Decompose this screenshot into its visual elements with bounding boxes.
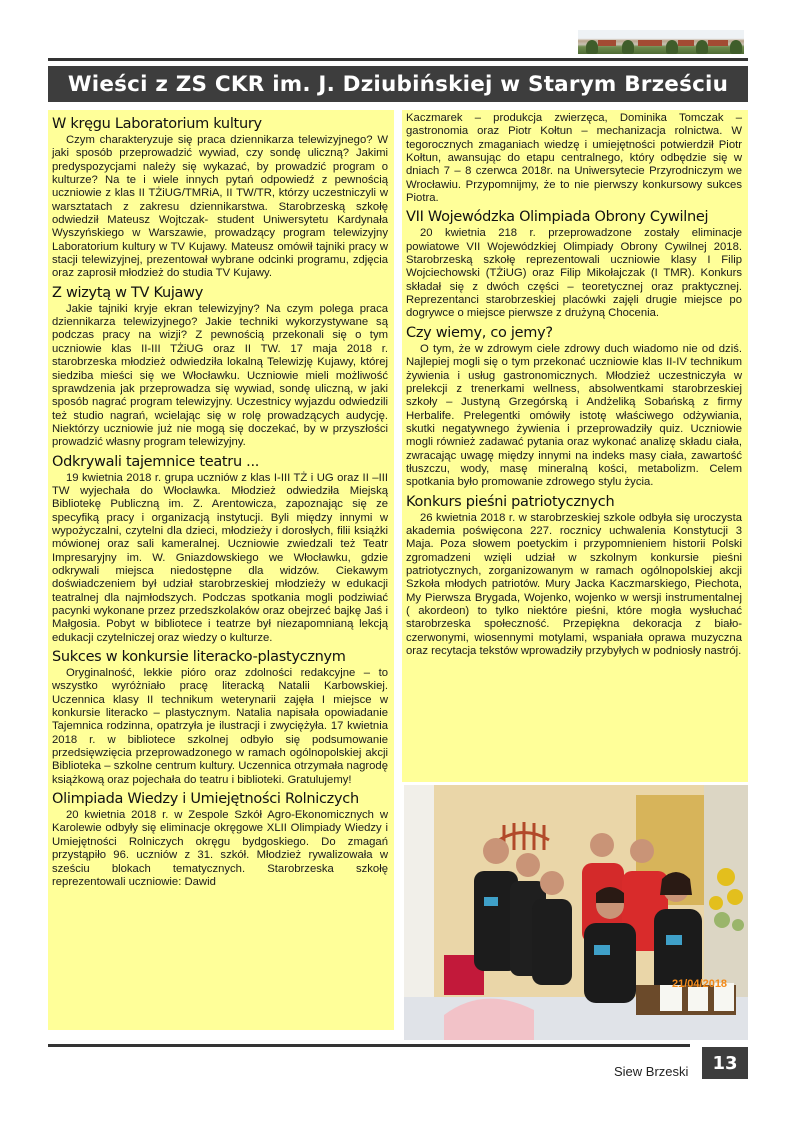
article-paragraph: Oryginalność, lekkie pióro oraz zdolności redakcyjne – to wszystko wyróżniało pracę literacką Natalii Karbowskiej. Uczennica klasy II technikum weterynarii zajęła I miejsce w konkursie literacko – plastycznym. Natalia napisała opowiadanie Tajemnica rodzinna, opatrzyła je ilustracji i zwyciężyła. 17 kwietnia 2018 r. w bibliotece szkolnej odbyło się podsumowanie przedsięwzięcia przeprowadzonego w ramach ogólnopolskiej akcji Biblioteka – szkolne centrum kultury. Uczennica otrzymała nagrodę książkową oraz pojechała do teatru i biblioteki. Gratulujemy! [52,667,388,786]
article-paragraph: O tym, że w zdrowym ciele zdrowy duch wiadomo nie od dziś. Najlepiej mogli się o tym przekonać uczniowie klas II-IV technikum żywienia i usług gastronomicznych. Młodzież uczestniczyła w prelekcji z trenerkami wellness, absolwentkami starobrzeskiej szkoły – Justyną Grzegórską i Andżeliką Sobańską z firmy Herbalife. Prelegentki omówiły istotę właściwego odżywiania, skutki negatywnego żywienia i przeprowadziły quiz. Uczniowie mogli również zadawać pytania oraz wykonać analizę składu ciała, zwracając uwagę między innymi na indeks masy ciała, zawartość tłuszczu, wody, masę mineralną kości, metabolizm. Celem spotkania było promowanie zdrowego stylu życia. [406,342,742,489]
article-paragraph: 19 kwietnia 2018 r. grupa uczniów z klas I-III TŻ i UG oraz II –III TW wyjechała do Włocławka. Młodzież odwiedziła Miejską Bibliotekę Publiczną im. Z. Arentowicza, zapoznając się ze specyfiką pracy i organizacją instytucji. Byli między innymi w wypożyczalni, czytelni dla dzieci, młodzieży i dorosłych, filii książki mówionej oraz sali kameralnej. Uczniowie zwiedzali też Teatr Impresaryjny im. W. Gniazdowskiego we Włocławku, gdzie odkrywali miejsca niedostępne dla widzów. Ciekawym doświadczeniem był udział starobrzeskiej młodzieży w edukacji teatralnej dla najmłodszych. Podczas spotkania mogli podziwiać pacynki wykonane przez przedszkolaków oraz obejrzeć bajkę Jaś i Małgosia. Pobyt w bibliotece i teatrze był niezapomnianą lekcją edukacji czytelniczej oraz wiedzy o kulturze. [52,471,388,644]
page-number-box [702,1047,748,1079]
article-continuation: Kaczmarek – produkcja zwierzęca, Dominika Tomczak – gastronomia oraz Piotr Kołtun – mechanizacja rolnictwa. W tegorocznych zmaganiach wiedzę i umiejętności potwierdził Piotr Kołtun, awansując do etapu centralnego, który odbędzie się w dniach 7 – 8 czerwca 2018r. na Uniwersytecie Przyrodniczym we Wrocławiu. Przypomnijmy, że to nie pierwszy konkursowy sukces Piotra. [406,112,742,205]
article-heading: Sukces w konkursie literacko-plastycznym [52,649,346,666]
left-column [48,110,394,1030]
article-heading: VII Wojewódzka Olimpiada Obrony Cywilnej [406,209,709,226]
header-village-photo [578,30,744,54]
photo-date-stamp: 21/04/2018 [672,978,728,990]
article-heading: W kręgu Laboratorium kultury [52,116,262,132]
article-heading: Z wizytą w TV Kujawy [52,284,203,301]
article-paragraph: 20 kwietnia 218 r. przeprowadzone zostały eliminacje powiatowe VII Wojewódzkiej Olimpiady Obrony Cywilnej 2018. Starobrzeską szkołę reprezentowali uczniowie klasy I Filip Wojciechowski (TŻiUG) oraz Filip Mikołajczak (I TMR). Konkurs składał się z dwóch części – teoretycznej oraz praktycznej. Reprezentanci starobrzeskiej placówki zajęli drugie miejsce po dogrywce o miejsce pierwsze z drużyną Chocenia. [406,227,742,320]
article-paragraph: 26 kwietnia 2018 r. w starobrzeskiej szkole odbyła się uroczysta akademia poświęcona 227. rocznicy uchwalenia Konstytucji 3 Maja. Poza słowem poetyckim i przypomnieniem historii Polski zgromadzeni wzięli udział w szkolnym konkursie pieśni patriotycznych, zorganizowanym w ramach ogólnopolskiej akcji Szkoła młodych patriotów. Mury Jacka Kaczmarskiego, Piechota, My Pierwsza Brygada, Wojenko, wojenko w wersji instrumentalnej ( akordeon) to tylko niektóre pieśni, które mogła wysłuchać starobrzeska społeczność. Przepiękna dekoracja z biało-czerwonymi, wiosennymi motylami, wspaniała oprawa muzyczna oraz recytacja tekstów wprowadziły przybyłych w podniosły nastrój. [406,511,742,658]
bottom-divider [48,1044,690,1047]
article-heading: Olimpiada Wiedzy i Umiejętności Rolniczych [52,791,359,808]
group-photo [404,785,748,1040]
page-title: Wieści z ZS CKR im. J. Dziubińskiej w Starym Brześciu [67,71,729,97]
article-heading: Konkurs pieśni patriotycznych [406,493,615,510]
article-heading: Czy wiemy, co jemy? [406,324,553,341]
publication-name: Siew Brzeski [614,1064,689,1079]
article-paragraph: Czym charakteryzuje się praca dziennikarza telewizyjnego? W jaki sposób przeprowadzić wywiad, czy sondę uliczną? Jakimi predyspozycjami należy się wykazać, by prowadzić program o kulturze? Na te i wiele innych pytań odpowiedź z pewnością uczniowie z klas II TŻiUG/TMRiA, II TW/TR, którzy uczestniczyli w warsztatach z zakresu dziennikarstwa. Starobrzeską szkołę odwiedził Mateusz Wojtczak- student Uniwersytetu Kardynała Wyszyńskiego w Warszawie, prowadzący program telewizyjny Laboratorium kultury w TV Kujawy. Mateusz omówił tajniki pracy w stacji telewizyjnej, prezentował wybrane odcinki programu, zdjęcia oraz zaprosił młodzież do studia TV Kujawy. [52,134,388,280]
right-column [402,110,748,782]
page-number: 13 [712,1052,738,1074]
page-title-bar [48,66,748,102]
top-divider [48,58,748,61]
article-heading: Odkrywali tajemnice teatru ... [52,453,260,470]
article-paragraph: Jakie tajniki kryje ekran telewizyjny? Na czym polega praca dziennikarza telewizyjnego? Jakie techniki wykorzystywane są podczas pracy na wizji? Z pewnością przekonali się o tym uczniowie klas II-III TŻiUG oraz II TW. 17 maja 2018 r. starobrzeska młodzież odwiedziła lokalną Telewizję Kujawy, której siedziba mieści się we Włocławku. Uczniowie mieli możliwość sprawdzenia jak przeprowadza się wywiad, sondę uliczną, w jaki sposób nagrać program telewizyjny. Uczestnicy wyjazdu odwiedzili też studio nagrań, wcielając się w rolę prowadzących audycję. Niektórzy uczniowie już nie mogą się doczekać, by w przyszłości prowadzić własny program telewizyjny. [52,302,388,449]
article-paragraph: 20 kwietnia 2018 r. w Zespole Szkół Agro-Ekonomicznych w Karolewie odbyły się eliminacje okręgowe XLII Olimpiady Wiedzy i Umiejętności Rolniczych okręgu bydgoskiego. Do zmagań przystąpiło 96. uczniów z 31. szkół. Młodzież rywalizowała w sześciu blokach tematycznych. Starobrzeska szkołę reprezentowali uczniowie: Dawid [52,809,388,888]
